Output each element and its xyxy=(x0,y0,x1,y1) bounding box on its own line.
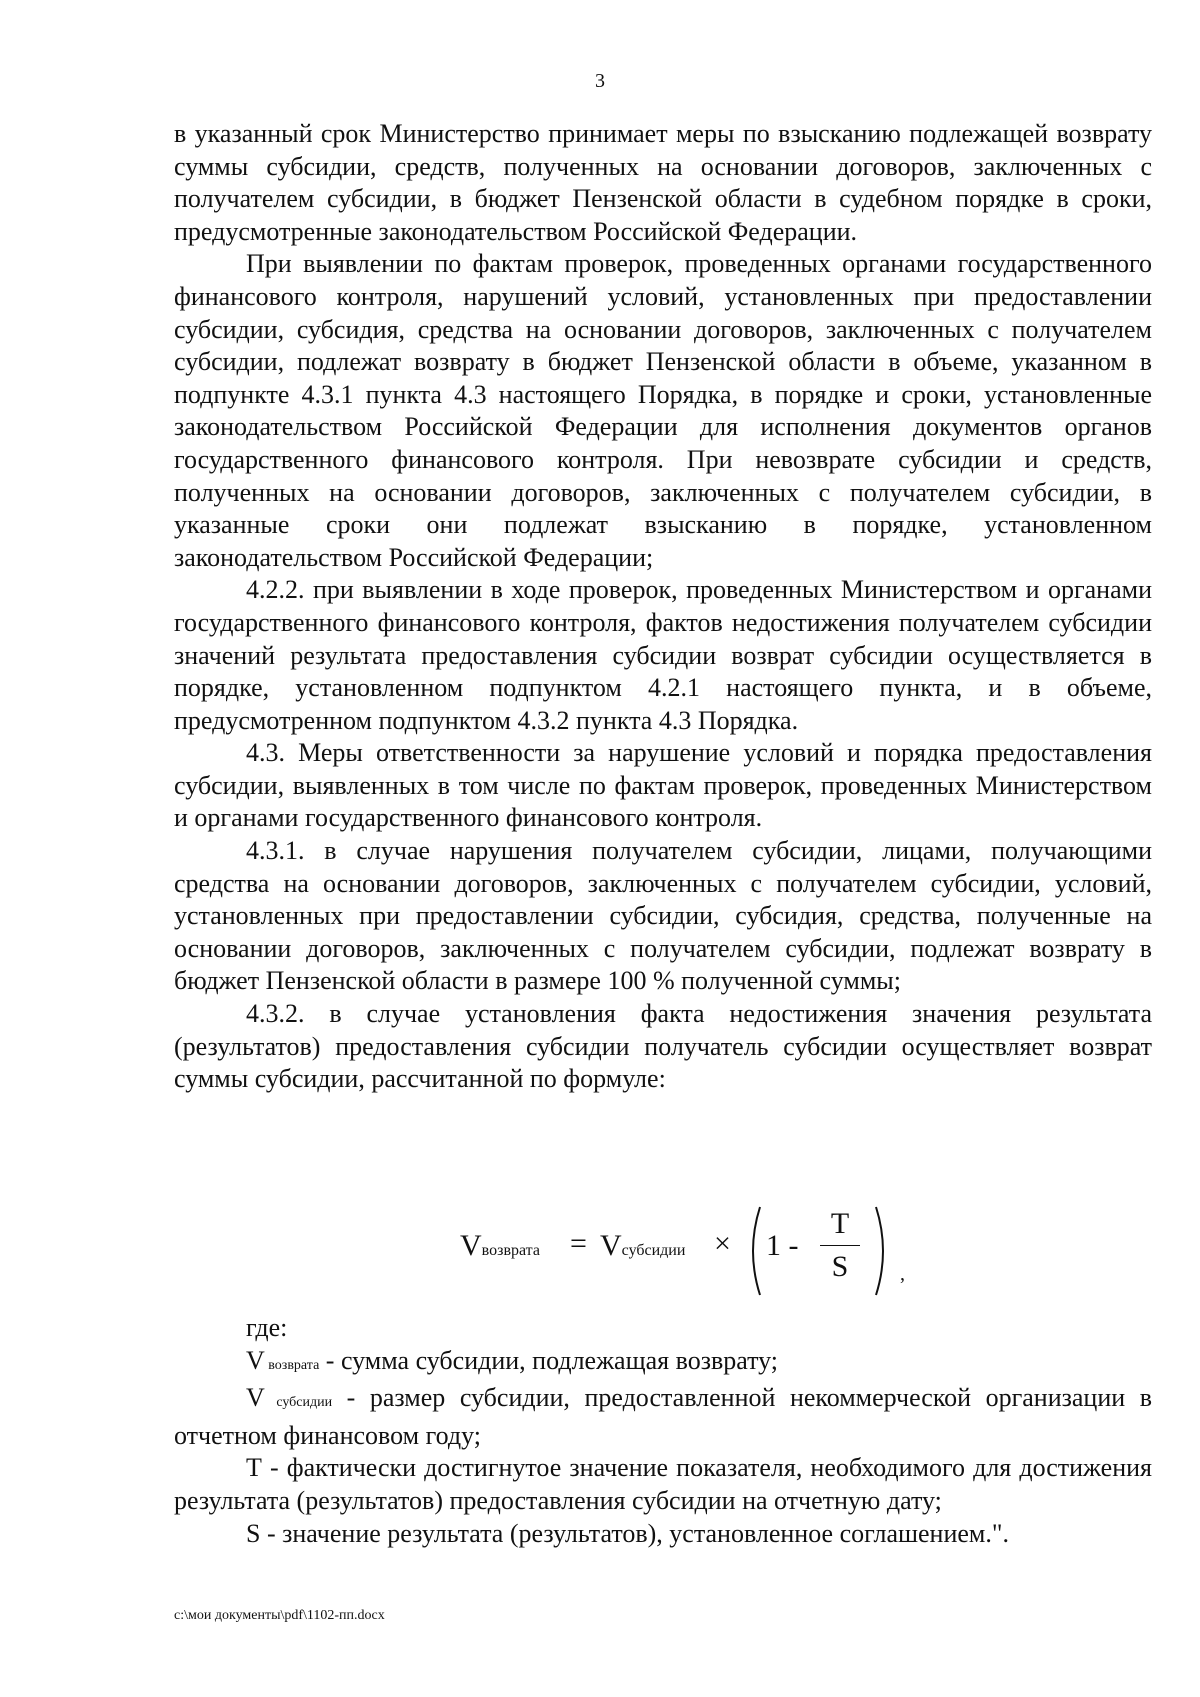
paragraph-control-violations: При выявлении по фактам проверок, проведенных органами государственного финансового контроля, нарушений условий, установленных при предоставлении субсидии, субсидия, средства на основании договоров, заключенных с получателем субсидии, подлежат возврату в бюджет Пензенской области в объеме, указанном в подпункте 4.3.1 пункта 4.3 настоящего Порядка, в порядке и сроки, установленные законодательством Российской Федерации для исполнения документов органов государственного финансового контроля. При невозврате субсидии и средств, полученных на основании договоров, заключенных с получателем субсидии, в указанные сроки они подлежат взысканию в порядке, установленном законодательством Российской Федерации; xyxy=(174,249,1152,572)
page-number: 3 xyxy=(595,70,605,92)
formula-right-paren xyxy=(872,1203,892,1299)
paragraph-4-2-2: 4.2.2. при выявлении в ходе проверок, проведенных Министерством и органами государственного финансового контроля, фактов недостижения получателем субсидии значений результата предоставления субсидии возврат субсидии осуществляется в порядке, установленном подпунктом 4.2.1 настоящего пункта, и в объеме, предусмотренном подпунктом 4.3.2 пункта 4.3 Порядка. xyxy=(174,575,1152,735)
where-label: где: xyxy=(246,1313,288,1342)
formula-v-subsidy: Vсубсидии xyxy=(600,1229,686,1262)
paragraph-4-3-1: 4.3.1. в случае нарушения получателем субсидии, лицами, получающими средства на основании договоров, заключенных с получателем субсидии, условий, установленных при предоставлении субсидии, субсидия, средства, полученные на основании договоров, заключенных с получателем субсидии, подлежат возврату в бюджет Пензенской области в размере 100 % полученной суммы; xyxy=(174,836,1152,996)
formula-equals: = xyxy=(570,1227,587,1260)
formula-one-minus: 1 - xyxy=(766,1229,799,1262)
formula-definitions xyxy=(174,1312,1152,1550)
formula-fraction xyxy=(820,1205,860,1286)
definition-v-return: V возврата - сумма субсидии, подлежащая возврату; xyxy=(246,1345,779,1375)
document-body xyxy=(174,118,1152,1096)
return-formula xyxy=(460,1203,920,1303)
paragraph-4-3: 4.3. Меры ответственности за нарушение условий и порядка предоставления субсидии, выявленных в том числе по фактам проверок, проведенных Министерством и органами государственного финансового контроля. xyxy=(174,738,1152,833)
file-path-footer: c:\мои документы\pdf\1102-пп.docx xyxy=(174,1608,385,1623)
formula-denominator: S xyxy=(831,1250,849,1283)
formula-comma: , xyxy=(900,1263,905,1285)
formula-multiply: × xyxy=(714,1227,731,1260)
formula-left-paren xyxy=(744,1203,764,1299)
definition-v-subsidy: V субсидии - размер субсидии, предоставленной некоммерческой организации в отчетном финансовом году; xyxy=(174,1383,1152,1450)
fraction-bar xyxy=(820,1245,860,1246)
formula-v-return: Vвозврата xyxy=(460,1229,540,1262)
definition-s: S - значение результата (результатов), установленное соглашением.". xyxy=(246,1518,1009,1548)
paragraph-continuation: в указанный срок Министерство принимает меры по взысканию подлежащей возврату суммы субсидии, средств, полученных на основании договоров, заключенных с получателем субсидии, в бюджет Пензенской области в судебном порядке в сроки, предусмотренные законодательством Российской Федерации. xyxy=(174,119,1152,246)
paragraph-4-3-2: 4.3.2. в случае установления факта недостижения значения результата (результатов) предоставления субсидии получатель субсидии осуществляет возврат суммы субсидии, рассчитанной по формуле: xyxy=(174,999,1152,1094)
definition-t: Т - фактически достигнутое значение показателя, необходимого для достижения результата (результатов) предоставления субсидии на отчетную дату; xyxy=(174,1453,1152,1515)
formula-numerator: T xyxy=(830,1207,850,1240)
